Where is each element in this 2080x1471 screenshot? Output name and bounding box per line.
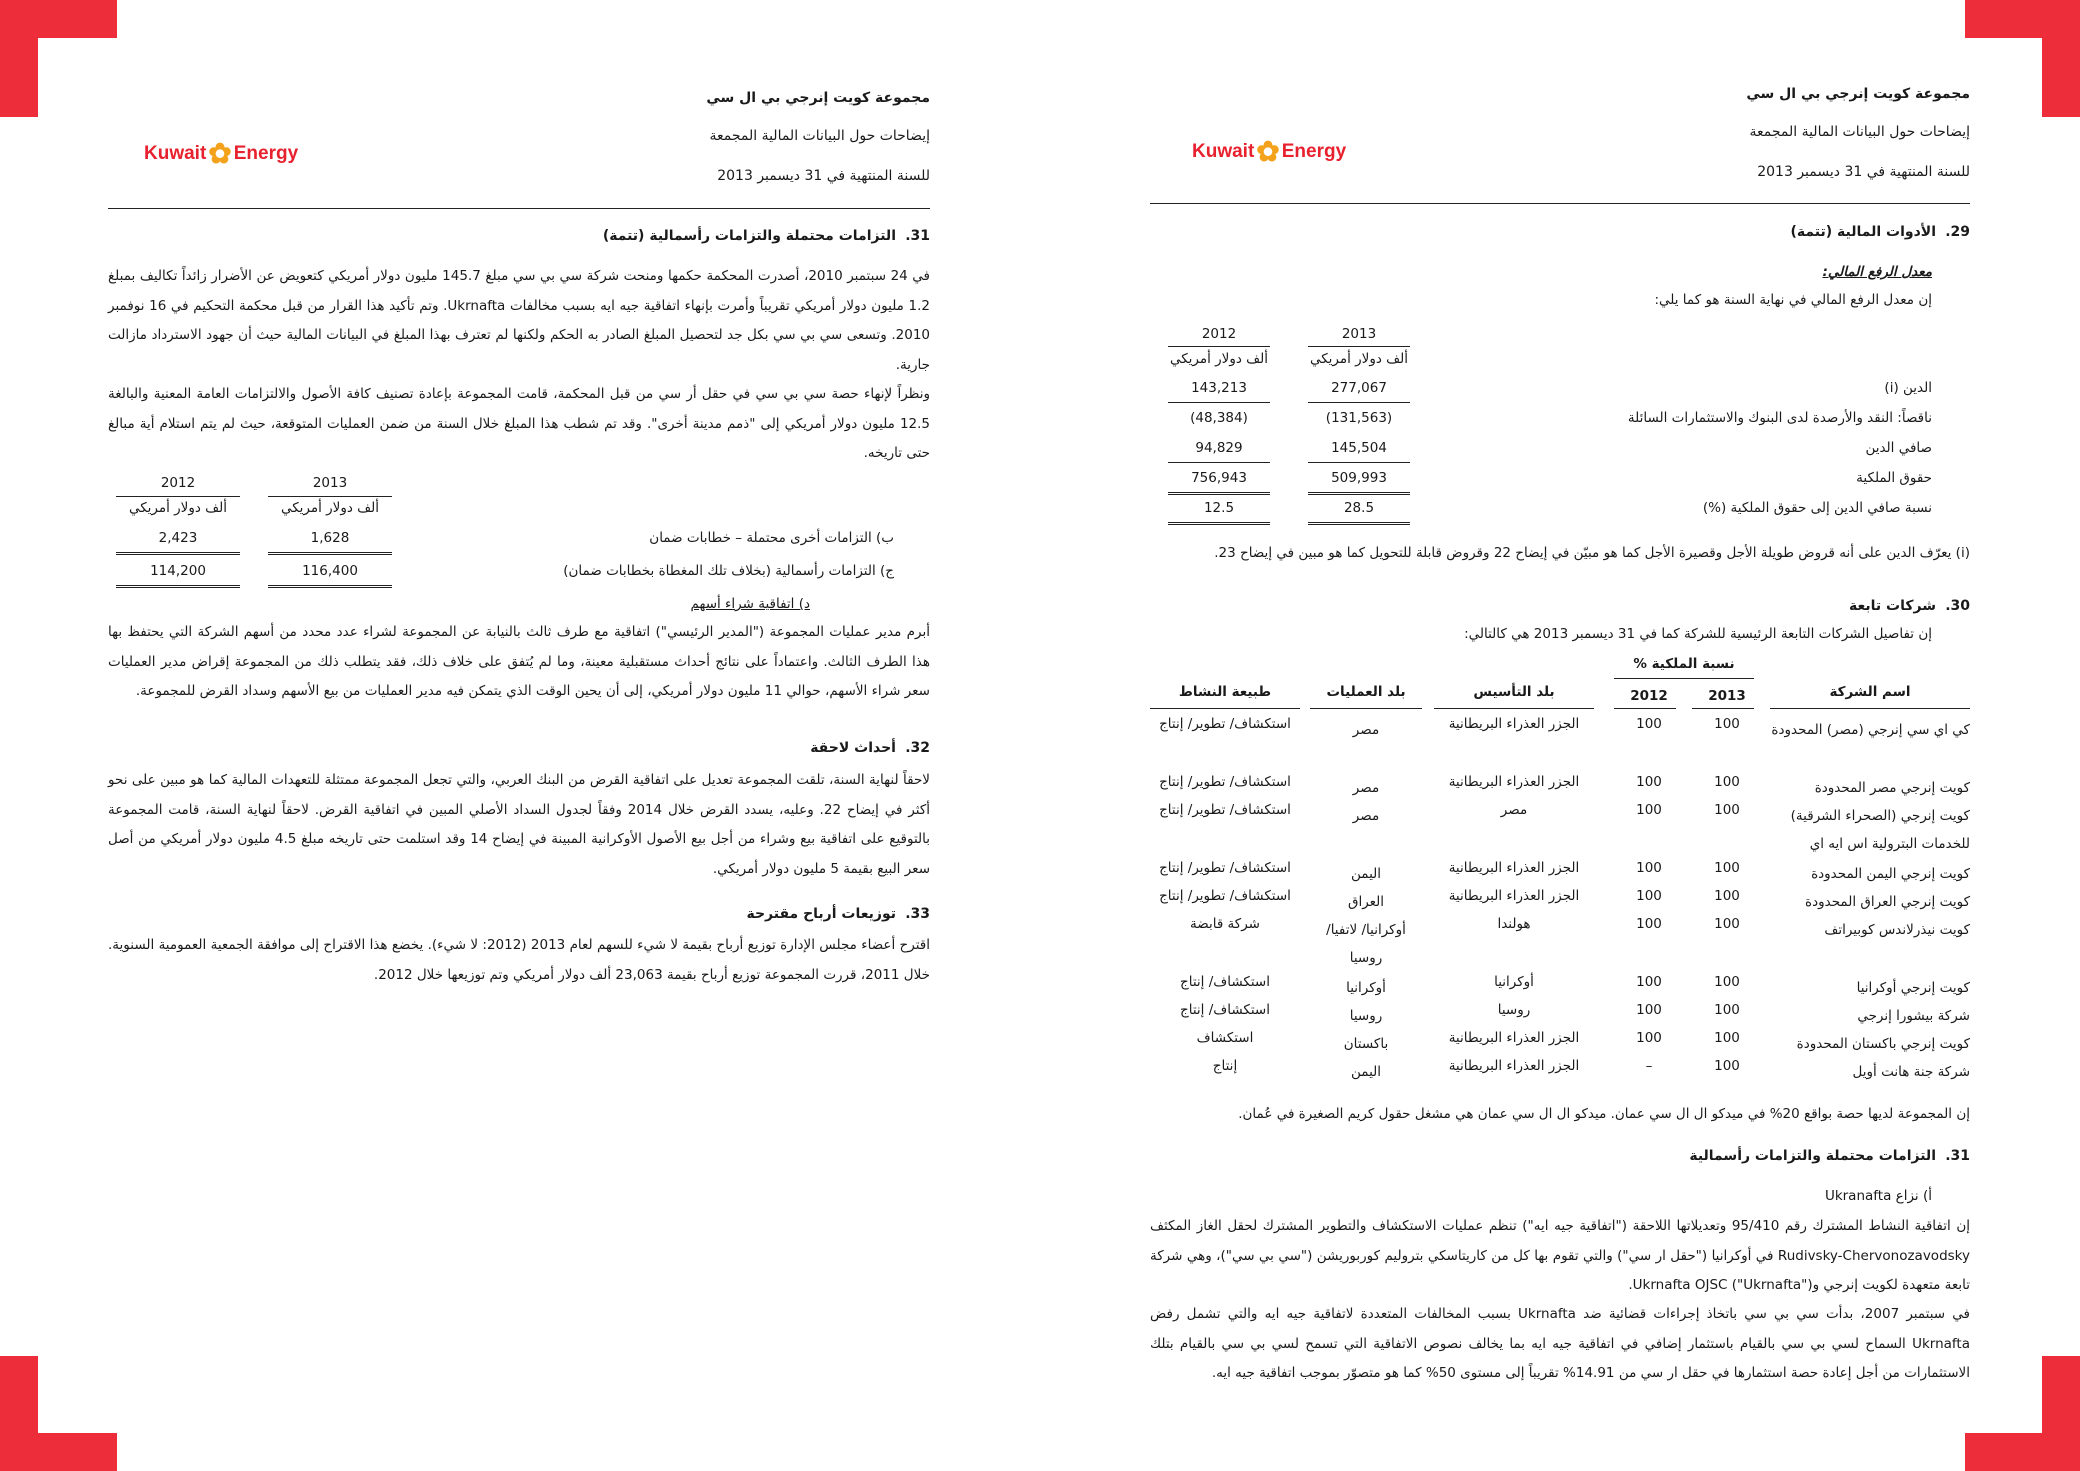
section-number: 29. [1945, 224, 1970, 240]
subsidiary-v2012: 100 [1636, 888, 1662, 904]
subsidiary-name: كويت إنرجي (الصحراء الشرقية) للخدمات البترولية اس ايه اي [1790, 808, 1970, 852]
subsidiary-v2012: 100 [1636, 1030, 1662, 1046]
paragraph: أبرم مدير عمليات المجموعة ("المدير الرئيسي") اتفاقية مع طرف ثالث بالنيابة عن المجموعة لشراء عدد محدد من أسهم الشركة التي يحتفظ بها هذا الطرف الثالث. واعتماداً على نتائج أحداث مستقبلية معينة، وما لم يُتفق على خلاف ذلك، فقد يتطلب ذلك من المجموعة إقراض مدير العمليات سعر شراء الأسهم، حوالي 11 مليون دولار أمريكي، إلى أن يحين الوقت الذي يتمكن فيه مدير العمليات من بيع الأسهم وسداد القرض للمجموعة. [108, 624, 930, 699]
rule [1308, 402, 1410, 403]
subsidiary-v2012: 100 [1636, 974, 1662, 990]
section-33-heading [746, 906, 930, 922]
gearing-value-v2012: 756,943 [1191, 470, 1247, 486]
section-number: 33. [905, 906, 930, 922]
left-page [108, 0, 930, 1471]
header-rule [108, 208, 930, 209]
subsection-d-title: د) اتفاقية شراء أسهم [690, 596, 810, 612]
rule [116, 585, 240, 588]
subsidiary-inc: الجزر العذراء البريطانية [1448, 1030, 1580, 1046]
subsidiary-ops: اليمن [1350, 866, 1382, 882]
rule [1150, 708, 1300, 709]
rule [268, 496, 392, 497]
subsidiary-name: كويت إنرجي أوكرانيا [1856, 980, 1970, 996]
subsidiary-act: شركة قابضة [1190, 916, 1260, 932]
subsidiary-act: استكشاف/ تطوير/ إنتاج [1159, 860, 1291, 876]
section-number: 31. [905, 228, 930, 244]
rule [268, 585, 392, 588]
header-rule [1150, 203, 1970, 204]
subsidiary-name: كويت إنرجي العراق المحدودة [1805, 894, 1970, 910]
paragraph: لاحقاً لنهاية السنة، تلقت المجموعة تعديل على اتفاقية القرض من البنك العربي، والتي تجعل المجموعة ممتثلة للتعهدات المالية كما هو مبين على نحو أكثر في إيضاح 22. وعليه، يسدد القرض خلال 2014 وفقاً لجدول السداد الأصلي المبين في اتفاقية القرض. لاحقاً لنهاية السنة، قامت المجموعة بالتوقيع على اتفاقية بيع وشراء من أجل بيع الأصول الأوكرانية المبينة في إيضاح 14 وقد استلمت حتى تاريخه مبلغ 4.5 مليون دولار أمريكي من أصل سعر البيع بقيمة 5 مليون دولار أمريكي. [108, 772, 931, 877]
company-name: مجموعة كويت إنرجي بي ال سي [706, 90, 930, 106]
section-title: التزامات محتملة والتزامات رأسمالية [1689, 1148, 1936, 1164]
paragraph: اقترح أعضاء مجلس الإدارة توزيع أرباح بقيمة لا شيء للسهم لعام 2013 (2012: لا شيء). يخضع هذا الاقتراح إلى موافقة الجمعية العمومية السنوية. خلال 2011، قررت المجموعة توزيع أرباح بقيمة 23,063 ألف دولار أمريكي وتم توزيعها خلال 2012. [108, 937, 930, 983]
rule [1434, 708, 1594, 709]
report-period: للسنة المنتهية في 31 ديسمبر 2013 [1757, 164, 1970, 180]
row-c-label: ج) التزامات رأسمالية (بخلاف تلك المغطاة بخطابات ضمان) [563, 563, 894, 579]
gearing-value-v2013: 28.5 [1343, 500, 1375, 516]
corner-mark-bottom-left-v [0, 1356, 38, 1471]
subsidiary-name: كي اي سي إنرجي (مصر) المحدودة [1771, 722, 1970, 738]
report-subtitle: إيضاحات حول البيانات المالية المجمعة [1749, 124, 1970, 140]
row-b-2012: 2,423 [158, 530, 198, 546]
subsidiary-act: استكشاف/ تطوير/ إنتاج [1159, 774, 1291, 790]
subsidiary-v2012: 100 [1636, 802, 1662, 818]
rule [1168, 462, 1270, 463]
subsidiary-act: استكشاف/ إنتاج [1180, 974, 1270, 990]
subsidiary-act: استكشاف/ تطوير/ إنتاج [1159, 888, 1291, 904]
rule [1614, 708, 1676, 709]
subsidiary-inc: أوكرانيا [1494, 974, 1534, 990]
gearing-value-v2012: 94,829 [1195, 440, 1243, 456]
rule [1308, 462, 1410, 463]
unit-2013: ألف دولار أمريكي [280, 500, 380, 516]
subsidiary-v2013: 100 [1714, 716, 1740, 732]
subsidiary-name: كويت إنرجي باكستان المحدودة [1796, 1036, 1970, 1052]
subsidiary-inc: هولندا [1497, 916, 1531, 932]
subsidiary-v2013: 100 [1714, 1002, 1740, 1018]
rule [116, 496, 240, 497]
col-2012: 2012 [160, 475, 196, 491]
flower-icon: ✿ [208, 138, 232, 169]
subsidiary-name: كويت إنرجي اليمن المحدودة [1811, 866, 1970, 882]
activity-header: طبيعة النشاط [1178, 684, 1272, 700]
rule [1770, 708, 1970, 709]
subsidiary-act: استكشاف/ تطوير/ إنتاج [1159, 802, 1291, 818]
subsidiary-inc: الجزر العذراء البريطانية [1448, 774, 1580, 790]
gearing-intro: إن معدل الرفع المالي في نهاية السنة هو كما يلي: [1654, 292, 1932, 308]
gearing-value-v2012: (48,384) [1190, 410, 1248, 426]
col-2012: 2012 [1201, 326, 1237, 342]
subsidiary-inc: مصر [1500, 802, 1528, 818]
company-header: اسم الشركة [1829, 684, 1911, 700]
unit-2012: ألف دولار أمريكي [128, 500, 228, 516]
year-2012-header: 2012 [1630, 688, 1668, 704]
company-name: مجموعة كويت إنرجي بي ال سي [1746, 86, 1970, 102]
section-29-heading [1790, 224, 1970, 240]
subsidiary-act: استكشاف/ تطوير/ إنتاج [1159, 716, 1291, 732]
report-subtitle: إيضاحات حول البيانات المالية المجمعة [709, 128, 930, 144]
subsidiary-v2013: 100 [1714, 774, 1740, 790]
logo-text-left: Kuwait [144, 143, 207, 164]
subsidiary-v2013: 100 [1714, 916, 1740, 932]
flower-icon: ✿ [1256, 136, 1280, 167]
subsidiary-act: استكشاف/ إنتاج [1180, 1002, 1270, 1018]
subsidiaries-intro: إن تفاصيل الشركات التابعة الرئيسية للشركة كما في 31 ديسمبر 2013 هي كالتالي: [1464, 626, 1932, 642]
gearing-row-label: نسبة صافي الدين إلى حقوق الملكية (%) [1702, 500, 1932, 516]
subsidiary-v2012: 100 [1636, 860, 1662, 876]
incorporation-header: بلد التأسيس [1473, 684, 1555, 700]
section-30-heading [1849, 598, 1970, 614]
subsidiary-v2013: 100 [1714, 1058, 1740, 1074]
gearing-row-label: ناقصاً: النقد والأرصدة لدى البنوك والاستثمارات السائلة [1627, 410, 1932, 426]
section-31-heading [1689, 1148, 1970, 1164]
gearing-row-label: صافي الدين [1865, 440, 1932, 456]
subsidiary-inc: الجزر العذراء البريطانية [1448, 1058, 1580, 1074]
subsidiary-act: إنتاج [1212, 1058, 1238, 1074]
paragraph: ونظراً لإنهاء حصة سي بي سي في حقل أر سي من قبل المحكمة، قامت المجموعة بإعادة تصنيف كافة الأصول والالتزامات العامة المعنية والبالغة 12.5 مليون دولار أمريكي إلى "ذمم مدينة أخرى". وقد تم شطب هذا المبلغ خلال السنة من ضمن العمليات المتوقعة، حيث لم يتم استلام أية مبالغ حتى تاريخه. [108, 386, 930, 461]
subsidiary-v2012: 100 [1636, 916, 1662, 932]
subsidiary-v2012: 100 [1636, 716, 1662, 732]
subsidiary-act: استكشاف [1196, 1030, 1254, 1046]
subsidiary-ops: باكستان [1343, 1036, 1389, 1052]
kuwait-energy-logo [144, 140, 298, 168]
gearing-value-v2013: (131,563) [1325, 410, 1393, 426]
subsidiary-v2012: 100 [1636, 774, 1662, 790]
kuwait-energy-logo [1192, 138, 1346, 166]
subsidiary-ops: مصر [1352, 808, 1380, 824]
subsection-a-title: أ) نزاع Ukranafta [1824, 1188, 1932, 1204]
subsidiary-ops: مصر [1352, 722, 1380, 738]
rule [1168, 522, 1270, 525]
gearing-title: معدل الرفع المالي: [1822, 264, 1932, 280]
rule [116, 552, 240, 555]
subsidiary-ops: روسيا [1349, 1008, 1383, 1024]
section-title: التزامات محتملة والتزامات رأسمالية (تتمة) [602, 228, 896, 244]
subsidiary-name: كويت نيذرلاندس كوبيراتف [1824, 922, 1970, 938]
subsidiary-v2013: 100 [1714, 802, 1740, 818]
right-page [1150, 0, 1970, 1471]
gearing-value-v2013: 145,504 [1331, 440, 1387, 456]
corner-mark-top-right-v [2042, 0, 2080, 117]
col-2013: 2013 [1341, 326, 1377, 342]
subsidiary-v2013: 100 [1714, 860, 1740, 876]
section-number: 32. [905, 740, 930, 756]
col-2013: 2013 [312, 475, 348, 491]
rule [268, 552, 392, 555]
corner-mark-top-left-v [0, 0, 38, 117]
row-c-2013: 116,400 [302, 563, 358, 579]
subsidiary-ops: اليمن [1350, 1064, 1382, 1080]
rule [1692, 708, 1754, 709]
rule [1614, 678, 1754, 679]
subsidiary-inc: الجزر العذراء البريطانية [1448, 860, 1580, 876]
subsidiary-ops: أوكرانيا [1346, 980, 1386, 996]
paragraph: في 24 سبتمبر 2010، أصدرت المحكمة حكمها ومنحت شركة سي بي سي مبلغ 145.7 مليون دولار أمريكي كتعويض عن الأضرار زائداً تكاليف بمبلغ 1.2 مليون دولار أمريكي تقريباً وأمرت بإنهاء اتفاقية جيه ايه بسبب مخالفات Ukrnafta. وتم تأكيد هذا القرار من قبل محكمة التحكيم في 16 نوفمبر 2010. وتسعى سي بي سي بكل جد لتحصيل المبلغ الصادر به الحكم ولكنها لم تعترف بهذا المبلغ في البيانات المالية حيث أن جهود الاسترداد مازالت جارية. [108, 268, 931, 373]
section-number: 30. [1945, 598, 1970, 614]
paragraph: في سبتمبر 2007، بدأت سي بي سي باتخاذ إجراءات قضائية ضد Ukrnafta بسبب المخالفات المتعددة لاتفاقية جيه ايه والتي تشمل رفض Ukrnafta السماح لسي بي سي بالقيام باستثمار إضافي في اتفاقية جيه ايه بما يخالف نصوص الاتفاقية التي تسمح لسي بي سي بالقيام بتلك الاستثمارات من أجل إعادة حصة استثمارها في حقل ار سي من 14.91% تقريباً إلى مستوى 50% كما هو متصوّر بموجب اتفاقية جيه ايه. [1150, 1306, 1970, 1381]
paragraph: إن اتفاقية النشاط المشترك رقم 95/410 وتعديلاتها اللاحقة ("اتفاقية جيه ايه") تنظم عمليات الاستكشاف والتطوير المشترك لحقل الغاز المكثف Rudivsky-Chervonozavodsky في أوكرانيا ("حقل ار سي") والتي تقوم بها كل من كاريتاسكي بتروليم كوربوريشن ("سي بي سي")، وهي شركة تابعة متعهدة لكويت إنرجي وUkrnafta OJSC ("Ukrnafta"). [1150, 1218, 1970, 1293]
subsidiary-ops: العراق [1347, 894, 1385, 910]
subsidiary-inc: الجزر العذراء البريطانية [1448, 716, 1580, 732]
subsidiary-v2012: – [1645, 1058, 1653, 1074]
report-period: للسنة المنتهية في 31 ديسمبر 2013 [717, 168, 930, 184]
gearing-value-v2012: 12.5 [1203, 500, 1235, 516]
logo-text-left: Kuwait [1192, 141, 1255, 162]
subsidiary-inc: الجزر العذراء البريطانية [1448, 888, 1580, 904]
subsidiaries-note: إن المجموعة لديها حصة بواقع 20% في ميدكو ال ال سي عمان. ميدكو ال ال سي عمان هي مشغل حقول كريم الصغيرة في عُمان. [1238, 1106, 1970, 1122]
subsidiary-ops: مصر [1352, 780, 1380, 796]
rule [1168, 402, 1270, 403]
row-b-2013: 1,628 [310, 530, 350, 546]
rule [1168, 492, 1270, 495]
subsidiary-v2013: 100 [1714, 888, 1740, 904]
gearing-row-label: حقوق الملكية [1856, 470, 1932, 486]
section-title: أحداث لاحقة [810, 740, 896, 756]
gearing-value-v2012: 143,213 [1191, 380, 1247, 396]
year-2013-header: 2013 [1708, 688, 1746, 704]
rule [1308, 492, 1410, 495]
rule [1168, 346, 1270, 347]
rule [1308, 522, 1410, 525]
gearing-row-label: الدين (i) [1884, 380, 1932, 396]
section-number: 31. [1945, 1148, 1970, 1164]
corner-mark-bottom-right-v [2042, 1356, 2080, 1471]
section-31-heading [603, 228, 930, 244]
section-title: الأدوات المالية (تتمة) [1790, 224, 1936, 240]
gearing-footnote: (i) يعرّف الدين على أنه قروض طويلة الأجل وقصيرة الأجل كما هو مبيّن في إيضاح 22 وقروض قابلة للتحويل كما هو مبين في إيضاح 23. [1214, 545, 1970, 561]
gearing-value-v2013: 509,993 [1331, 470, 1387, 486]
logo-text-right: Energy [1281, 141, 1347, 162]
section-title: توزيعات أرباح مقترحة [746, 906, 896, 922]
unit-2013: ألف دولار أمريكي [1309, 351, 1409, 367]
gearing-value-v2013: 277,067 [1331, 380, 1387, 396]
rule [1310, 708, 1422, 709]
subsidiary-name: شركة جنة هانت أويل [1852, 1064, 1970, 1080]
subsidiary-inc: روسيا [1497, 1002, 1531, 1018]
row-b-label: ب) التزامات أخرى محتملة – خطابات ضمان [649, 530, 894, 546]
subsidiary-v2012: 100 [1636, 1002, 1662, 1018]
subsidiary-v2013: 100 [1714, 1030, 1740, 1046]
subsidiary-v2013: 100 [1714, 974, 1740, 990]
ownership-header: نسبة الملكية % [1633, 656, 1735, 672]
rule [1308, 346, 1410, 347]
section-32-heading [810, 740, 930, 756]
section-title: شركات تابعة [1849, 598, 1936, 614]
row-c-2012: 114,200 [150, 563, 206, 579]
operations-header: بلد العمليات [1326, 684, 1406, 700]
subsidiary-name: شركة بيشورا إنرجي [1857, 1008, 1970, 1024]
logo-text-right: Energy [233, 143, 299, 164]
subsidiary-name: كويت إنرجي مصر المحدودة [1814, 780, 1970, 796]
unit-2012: ألف دولار أمريكي [1169, 351, 1269, 367]
subsidiary-ops: أوكرانيا/ لاتفيا/روسيا [1326, 922, 1406, 966]
